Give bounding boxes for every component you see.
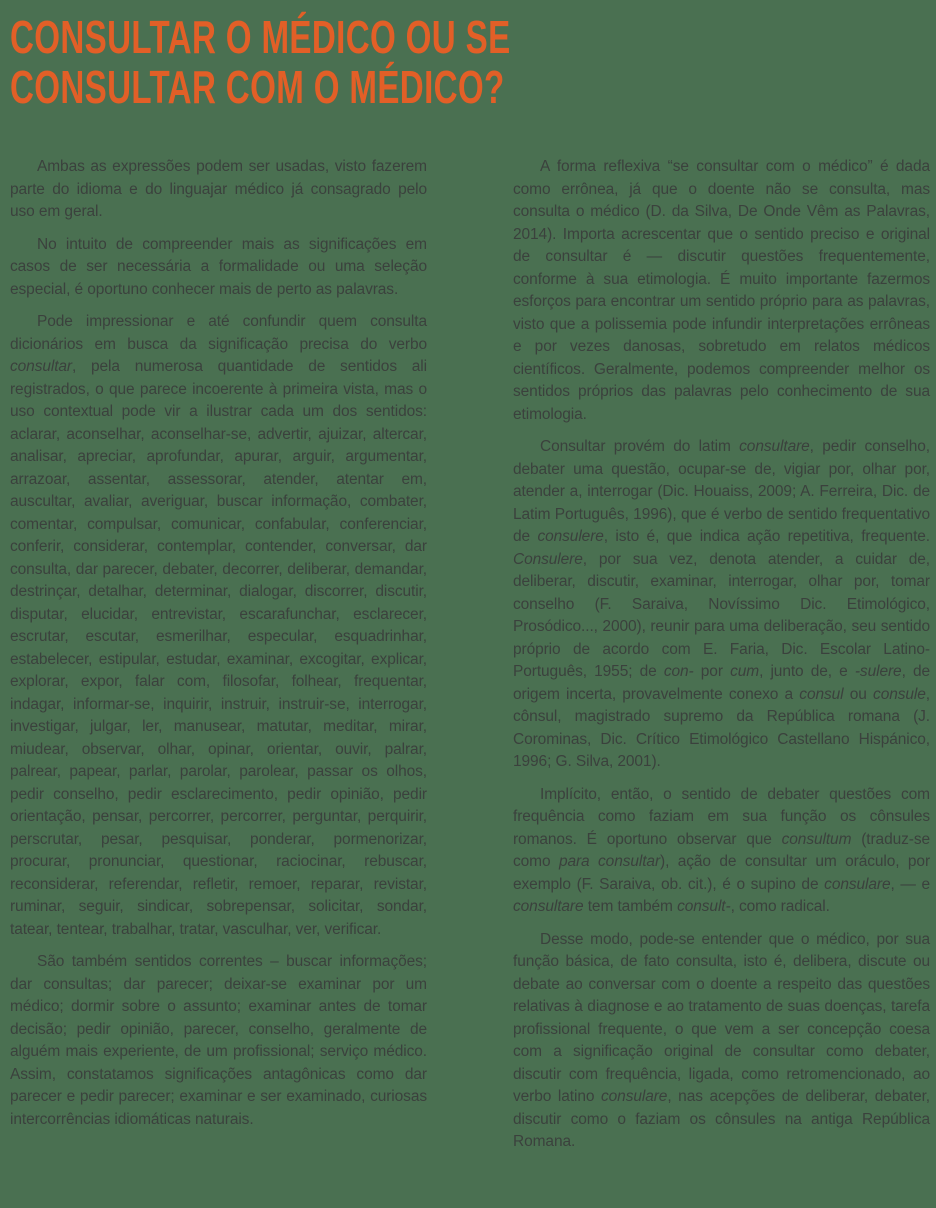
text: , isto é, que indica ação repetitiva, frequente.	[603, 528, 930, 545]
text: A forma reflexiva “se consultar com o médico” é dada como errônea, já que o doente não se consulta, mas consulta o médico (D. da Silva, De Onde Vêm as Palavras, 2014). Importa acrescentar que o sentido preciso e original de consultar é — discutir questões frequentemente, conforme à sua etimologia. É muito importante fazermos esforços para encontrar um sentido próprio para as palavras, visto que a polissemia pode infundir interpretações errôneas e por vezes danosas, sobretudo em relatos médicos científicos. Geralmente, podemos compreender melhor os sentidos próprios das palavras pelo conhecimento de sua etimologia.	[513, 158, 930, 423]
text: , por sua vez, denota atender, a cuidar de, deliberar, discutir, examinar, interrogar, olhar por, tomar conselho (F. Saraiva, Novíssimo Dic. Etimológico, Prosódico..., 2000), reunir para uma deliberação, seu sentido próprio de acordo com E. Faria, Dic. Escolar Latino-Português, 1955; de	[513, 550, 930, 680]
page-title	[10, 12, 671, 112]
italic-text: consultare	[513, 898, 584, 915]
text: tem também	[583, 898, 678, 915]
text: São também sentidos correntes – buscar informações; dar consultas; dar parecer; deixar-se examinar por um médico; dormir sobre o assunto; examinar antes de tomar decisão; pedir opinião, parecer, conselho, geralmente de alguém mais experiente, de um profissional; serviço médico. Assim, constatamos significações antagônicas como dar parecer e pedir parecer; examinar e ser examinado, curiosas intercorrências idiomáticas naturais.	[10, 953, 427, 1128]
italic-text: cum	[730, 663, 760, 680]
text: , nas acepções de deliberar, debater, discutir como o faziam os cônsules na antiga República Romana.	[513, 1088, 930, 1150]
paragraph	[10, 234, 427, 302]
text: (traduz-se como	[513, 830, 930, 870]
italic-text: consul	[799, 685, 844, 703]
italic-text: consule	[873, 685, 926, 703]
text: , de origem incerta, provavelmente conexo a	[513, 663, 930, 703]
text: , como radical.	[730, 898, 830, 915]
text: Desse modo, pode-se entender que o médico, por sua função básica, de fato consulta, isto é, delibera, discute ou debate ao conversar com o doente a respeito das questões relativas à diagnose e ao tratamento de suas doenças, tarefa profissional frequente, o que vem a ser concepção coesa com a significação original de consultar como debater, discutir com frequência, ligada, como retromencionado, ao verbo latino	[513, 930, 930, 1105]
paragraph	[10, 156, 427, 224]
italic-text: consultare	[739, 438, 810, 455]
text: No intuito de compreender mais as significações em casos de ser necessária a formalidade ou uma seleção especial, é oportuno conhecer mais de perto as palavras.	[10, 235, 427, 298]
italic-text: consult-	[677, 898, 731, 915]
text: , cônsul, magistrado supremo da República romana (J. Corominas, Dic. Crítico Etimológico Castellano Hispánico, 1996; G. Silva, 2001).	[513, 685, 930, 770]
text: , pedir conselho, debater uma questão, ocupar-se de, vigiar por, olhar por, atender a, interrogar (Dic. Houaiss, 2009; A. Ferreira, Dic. de Latim Português, 1996), que é verbo de sentido frequentativo de	[513, 438, 930, 545]
article-body	[10, 156, 931, 1164]
italic-text: consulare	[601, 1088, 668, 1105]
text: , junto de, e	[759, 663, 855, 680]
text: por	[693, 663, 731, 680]
text: ou	[843, 685, 874, 703]
page-title-line-2: CONSULTAR COM O MÉDICO?	[10, 61, 505, 113]
paragraph	[10, 951, 427, 1131]
text: Pode impressionar e até confundir quem consulta dicionários em busca da significação precisa do verbo	[10, 313, 427, 353]
text: , pela numerosa quantidade de sentidos ali registrados, o que parece incoerente à primeira vista, mas o uso contextual pode vir a ilustrar cada um dos sentidos: aclarar, aconselhar, aconselhar-se, advertir, ajuizar, altercar, analisar, apreciar, aprofundar, apurar, arguir, argumentar, arrazoar, assentar, assessorar, atender, atentar em, auscultar, avaliar, averiguar, buscar informação, combater, comentar, compulsar, comunicar, confabular, conferenciar, conferir, considerar, contemplar, contender, conversar, dar consulta, dar parecer, debater, decorrer, deliberar, demandar, destrinçar, detalhar, determinar, dialogar, discorrer, discutir, disputar, elucidar, entrevistar, escarafunchar, esclarecer, escrutar, escutar, esmerilhar, especular, esquadrinhar, estabelecer, estipular, estudar, examinar, excogitar, explicar, explorar, expor, falar com, filosofar, folhear, frequentar, indagar, informar-se, inquirir, instruir, instruir-se, interrogar, investigar, julgar, ler, manusear, matutar, meditar, mirar, miudear, observar, olhar, opinar, orientar, ouvir, palrar, palrear, papear, parlar, parolar, parolear, passar os olhos, pedir conselho, pedir esclarecimento, pedir opinião, pedir orientação, pensar, percorrer, percorrer, perguntar, perquirir, perscrutar, pesar, pesquisar, ponderar, pormenorizar, procurar, pronunciar, questionar, raciocinar, rebuscar, reconsiderar, referendar, refletir, remoer, reparar, revistar, ruminar, seguir, sindicar, sobrepensar, solicitar, sondar, tatear, tentear, trabalhar, tratar, vasculhar, ver, verificar.	[10, 358, 427, 938]
paragraph	[513, 436, 930, 774]
text: Consultar provém do latim	[540, 438, 740, 455]
paragraph	[513, 929, 930, 1154]
text: Implícito, então, o sentido de debater questões com frequência como faziam em sua função os cônsules romanos. É oportuno observar que	[513, 785, 930, 848]
italic-text: consultum	[781, 830, 852, 848]
paragraph	[10, 311, 427, 941]
italic-text: consultar	[10, 358, 72, 375]
italic-text: consulare	[824, 875, 891, 893]
text: Ambas as expressões podem ser usadas, visto fazerem parte do idioma e do linguajar médico já consagrado pelo uso em geral.	[10, 158, 427, 220]
italic-text: para consultar	[558, 853, 661, 870]
text: , — e	[890, 875, 930, 893]
italic-text: con-	[663, 663, 694, 680]
italic-text: -sulere	[854, 663, 902, 680]
italic-text: Consulere	[513, 550, 583, 568]
text: ), ação de consultar um oráculo, por exemplo (F. Saraiva, ob. cit.), é o supino de	[513, 853, 931, 893]
paragraph	[513, 784, 930, 919]
page-title-line-1: CONSULTAR O MÉDICO OU SE	[10, 11, 511, 63]
left-column	[10, 156, 427, 1164]
right-column	[513, 156, 930, 1164]
paragraph	[513, 156, 930, 426]
italic-text: consulere	[537, 528, 604, 545]
